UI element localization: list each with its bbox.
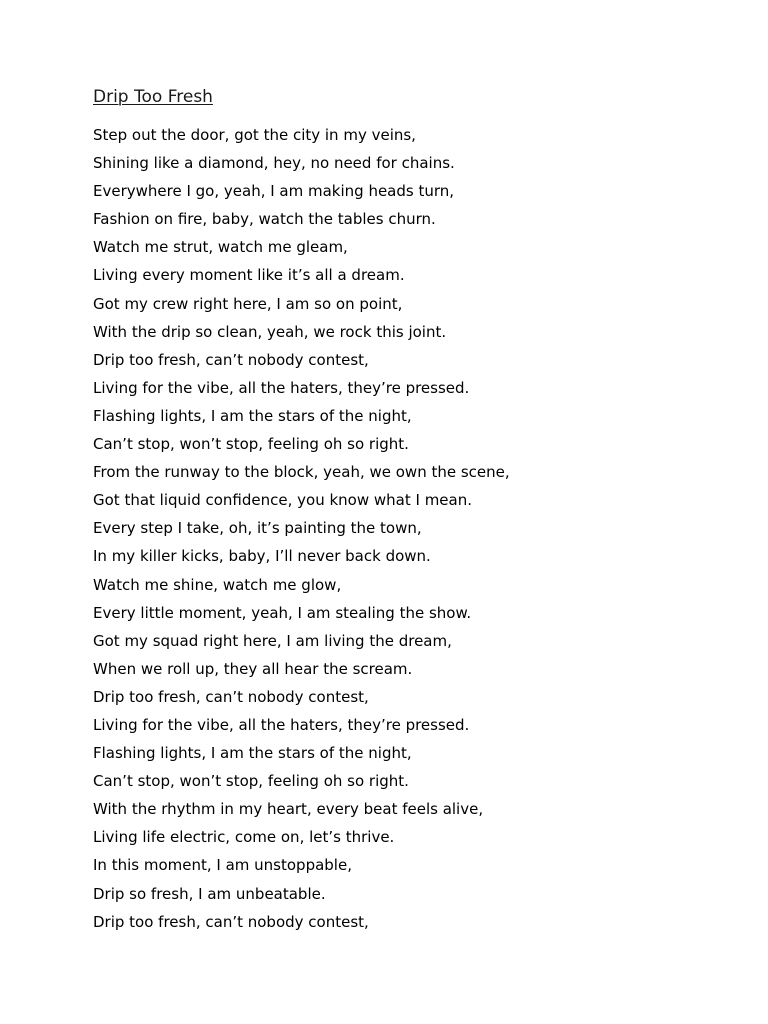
- lyric-line: Fashion on fire, baby, watch the tables churn.: [93, 210, 436, 229]
- lyric-line: Living for the vibe, all the haters, they’re pressed.: [93, 715, 470, 734]
- document-title: Drip Too Fresh: [93, 87, 213, 107]
- lyrics-list: [93, 121, 733, 936]
- lyric-line: Shining like a diamond, hey, no need for chains.: [93, 154, 455, 173]
- lyric-line: Every little moment, yeah, I am stealing the show.: [93, 603, 472, 622]
- lyric-line: Drip so fresh, I am unbeatable.: [93, 884, 326, 903]
- lyric-line: Drip too fresh, can’t nobody contest,: [93, 687, 369, 706]
- lyric-line: Drip too fresh, can’t nobody contest,: [93, 350, 369, 369]
- lyric-line: Got my squad right here, I am living the dream,: [93, 631, 452, 650]
- lyric-line: Got that liquid confidence, you know what I mean.: [93, 491, 472, 510]
- lyric-line: Living every moment like it’s all a dream.: [93, 266, 405, 285]
- lyric-line: With the drip so clean, yeah, we rock this joint.: [93, 322, 447, 341]
- lyric-line: Every step I take, oh, it’s painting the town,: [93, 519, 422, 538]
- lyric-line: Can’t stop, won’t stop, feeling oh so right.: [93, 772, 409, 791]
- lyric-line: When we roll up, they all hear the scream.: [93, 659, 413, 678]
- lyric-line: With the rhythm in my heart, every beat feels alive,: [93, 800, 484, 819]
- lyric-line: Watch me strut, watch me gleam,: [93, 238, 348, 257]
- lyric-line: Living life electric, come on, let’s thrive.: [93, 828, 395, 847]
- lyric-line: Living for the vibe, all the haters, they’re pressed.: [93, 378, 470, 397]
- lyric-line: Can’t stop, won’t stop, feeling oh so right.: [93, 435, 409, 454]
- lyric-line: Watch me shine, watch me glow,: [93, 575, 342, 594]
- lyric-line: In my killer kicks, baby, I’ll never back down.: [93, 547, 431, 566]
- lyric-line: Flashing lights, I am the stars of the night,: [93, 744, 412, 763]
- lyric-line: Got my crew right here, I am so on point,: [93, 294, 403, 313]
- lyric-line: Drip too fresh, can’t nobody contest,: [93, 912, 369, 931]
- lyric-line: Step out the door, got the city in my veins,: [93, 126, 416, 144]
- lyric-line: From the runway to the block, yeah, we own the scene,: [93, 463, 510, 482]
- lyric-line: In this moment, I am unstoppable,: [93, 856, 352, 875]
- lyric-line: Everywhere I go, yeah, I am making heads turn,: [93, 182, 455, 201]
- lyric-line: Flashing lights, I am the stars of the night,: [93, 406, 412, 425]
